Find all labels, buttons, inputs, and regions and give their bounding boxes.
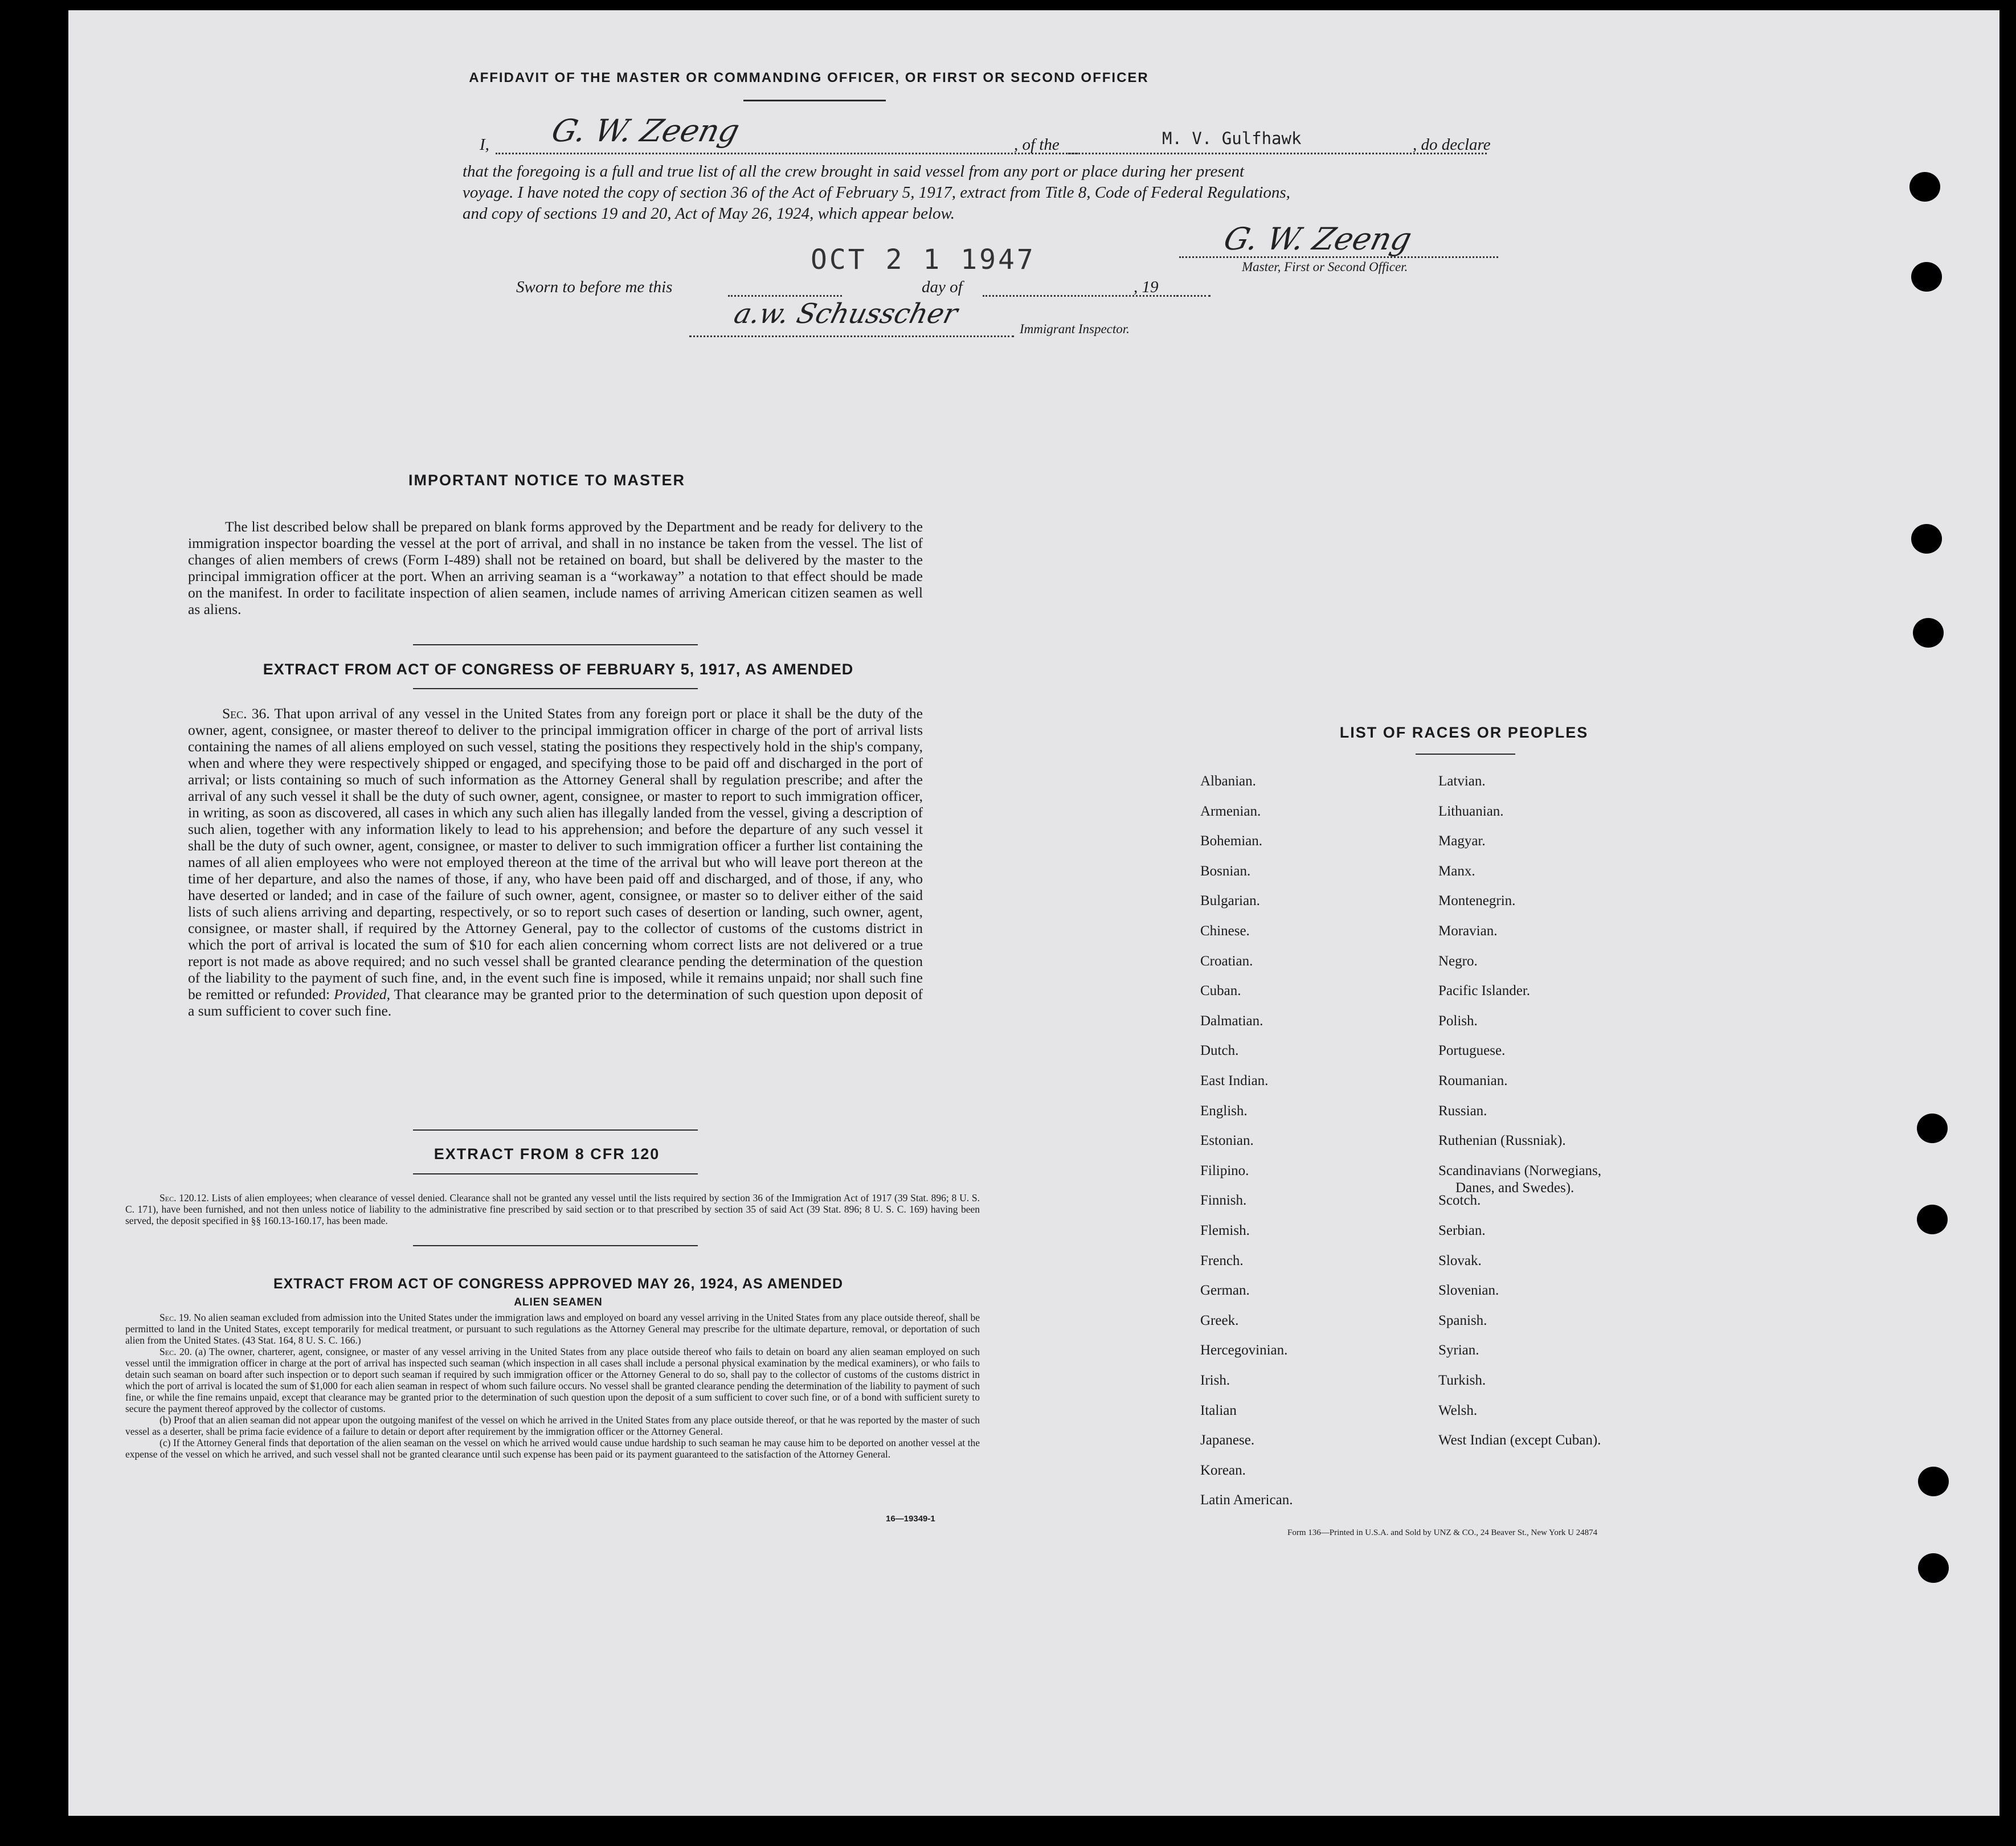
binder-hole (1911, 524, 1942, 554)
race-item: Korean. (1200, 1462, 1246, 1478)
race-item: Greek. (1200, 1312, 1239, 1328)
sec-20a-paragraph (125, 1346, 980, 1414)
race-item: Japanese. (1200, 1432, 1255, 1448)
inspector-signature: a.w. Schusscher (731, 298, 961, 330)
affidavit-title: AFFIDAVIT OF THE MASTER OR COMMANDING OFFICER, OR FIRST OR SECOND OFFICER (469, 70, 1149, 85)
statement-line-2: voyage. I have noted the copy of section 36 of the Act of February 5, 1917, extract from Title 8, Code of Federal Regulations, (463, 183, 1290, 202)
sec-20b-paragraph: (b) Proof that an alien seaman did not appear upon the outgoing manifest of the vessel on which he arrived in the United States from any place outside thereof, or that he was reported by the master of such vessel as a deserter, shall be prima facie evidence of a failure to detain or deport after requirement by the immigration officer or the Attorney General. (125, 1414, 980, 1437)
race-item: Roumanian. (1438, 1073, 1508, 1088)
race-item: Pacific Islander. (1438, 983, 1531, 999)
master-signature: G. W. Zeeng (1220, 221, 1416, 257)
extract-1924-text (125, 1312, 980, 1460)
sec-20c-paragraph: (c) If the Attorney General finds that deportation of the alien seaman on the vessel on which he arrived would cause undue hardship to such seaman he may cause him to be deported on another vessel at the expense of the vessel on which he arrived, and such vessel shall not be granted clearance until such expense has been paid or its payment guaranteed to the satisfaction of the Attorney General. (125, 1437, 980, 1460)
race-item: Bohemian. (1200, 833, 1263, 849)
sec-label: Sec. 36. (222, 705, 270, 722)
sworn-day-line (728, 279, 842, 297)
day-of-label: day of (922, 278, 963, 296)
cfr-sec-label: Sec. 120.12. (160, 1192, 209, 1204)
race-item: Slovenian. (1438, 1283, 1499, 1299)
of-the-label: , of the (1014, 136, 1060, 154)
binder-hole (1909, 172, 1940, 202)
sec-36-text: That upon arrival of any vessel in the United States from any foreign port or place it shall be the duty of the owner, agent, consignee, or master thereof to deliver to the principal immigration officer in charge of the port of arrival lists containing the names of all aliens employed on such vessel, stating the positions they respectively hold in the ship's company, when and where they were respectively shipped or engaged, and specifying those to be paid off and discharged in the port of arrival; or lists containing so much of such information as the Attorney General shall by regulation prescribe; and after the arrival of any such vessel it shall be the duty of such owner, agent, consignee, or master to report to such immigration officer, in writing, as soon as discovered, all cases in which any such alien has illegally landed from the vessel, giving a description of such alien, together with any information likely to lead to his apprehension; and before the departure of any such vessel it shall be the duty of such owner, agent, consignee, or master to deliver to such immigration officer a further list containing the names of all alien employees who were not employed thereon at the time of the arrival but who will leave port thereon at the time of her departure, and also the names of those, if any, who have been paid off and discharged, and of those, if any, who have deserted or landed; and in case of the failure of such owner, agent, consignee, or master so to deliver either of the said lists of such aliens arriving and departing, respectively, or so to report such cases of desertion or landing, such owner, agent, consignee, or master shall, if required by the Attorney General, pay to the collector of customs of the customs district in which the port of arrival is located the sum of $10 for each alien concerning whom correct lists are not delivered or a true report is not made as above required; and no such vessel shall be granted clearance pending the determination of the question of the liability to the payment of such fine, and, in the event such fine is imposed, while it remains unpaid; nor shall such fine be remitted or refunded: (188, 705, 923, 1002)
notice-title: IMPORTANT NOTICE TO MASTER (408, 472, 685, 489)
race-item: French. (1200, 1253, 1244, 1268)
sec-36-text-end: That clearance may be granted prior to the determination of such question upon deposit of a sum sufficient to cover such fine. (188, 986, 923, 1019)
race-item: Welsh. (1438, 1402, 1478, 1418)
race-item: Moravian. (1438, 923, 1498, 939)
race-item: Serbian. (1438, 1223, 1486, 1238)
race-item: Chinese. (1200, 923, 1250, 939)
race-item: Armenian. (1200, 803, 1261, 819)
race-item: Spanish. (1438, 1312, 1487, 1328)
provided-word: Provided, (334, 986, 391, 1002)
document-page (68, 10, 1999, 1816)
cfr-sec-text: Lists of alien employees; when clearance of vessel denied. Clearance shall not be granted any vessel until the lists required by section 36 of the Immigration Act of 1917 (39 Stat. 896; 8 U. S. C. 171), have been furnished, and not then unless notice of liability to the administrative fine prescribed by said section or to that prescribed by section 35 of said Act (39 Stat. 896; 8 U. S. C. 169) having been served, the deposit specified in §§ 160.13-160.17, has been made. (125, 1192, 980, 1226)
race-item: Dutch. (1200, 1043, 1239, 1059)
race-item: Polish. (1438, 1013, 1478, 1029)
extract-1924-title: EXTRACT FROM ACT OF CONGRESS APPROVED MAY 26, 1924, AS AMENDED (273, 1276, 844, 1292)
race-item: Turkish. (1438, 1373, 1486, 1388)
race-item: Negro. (1438, 953, 1478, 969)
divider (413, 1245, 698, 1246)
vessel-name: M. V. Gulfhawk (1162, 129, 1302, 148)
sec-20-label: Sec. 20. (160, 1346, 192, 1357)
race-item: Portuguese. (1438, 1043, 1506, 1059)
extract-cfr-text (125, 1192, 980, 1226)
binder-hole (1918, 1553, 1949, 1583)
month-line (983, 279, 1199, 297)
extract-1917-text (188, 705, 923, 1019)
race-item: Filipino. (1200, 1163, 1249, 1178)
race-item: Albanian. (1200, 773, 1256, 789)
race-item: Syrian. (1438, 1342, 1479, 1358)
form-code: 16—19349-1 (886, 1514, 935, 1524)
race-item: Bosnian. (1200, 863, 1251, 879)
statement-line-3: and copy of sections 19 and 20, Act of May 26, 1924, which appear below. (463, 204, 955, 223)
extract-1924-subtitle: ALIEN SEAMEN (514, 1296, 603, 1308)
races-divider (1416, 754, 1515, 755)
binder-hole (1913, 618, 1944, 648)
sec-19-text: No alien seaman excluded from admission into the United States under the immigration laws and employed on board any vessel arriving in the United States from any place outside thereof, shall be permitted to land in the United States, except temporarily for medical treatment, or pursuant to such regulations as the Attorney General may prescribe for the ultimate departure, removal, or deportation of such alien from the United States. (43 Stat. 164, 8 U. S. C. 166.) (125, 1312, 980, 1346)
race-item: Flemish. (1200, 1223, 1250, 1238)
race-item: Lithuanian. (1438, 803, 1504, 819)
inspector-label: Immigrant Inspector. (1020, 322, 1130, 336)
races-title: LIST OF RACES OR PEOPLES (1339, 724, 1589, 741)
sworn-label: Sworn to before me this (516, 278, 673, 296)
binder-hole (1918, 1467, 1949, 1496)
master-label: Master, First or Second Officer. (1242, 260, 1408, 274)
race-item: Finnish. (1200, 1193, 1247, 1209)
race-item: Montenegrin. (1438, 893, 1516, 909)
race-item: Danes, and Swedes). (1455, 1180, 1575, 1196)
race-item: Slovak. (1438, 1253, 1482, 1268)
extract-1917-title: EXTRACT FROM ACT OF CONGRESS OF FEBRUARY 5, 1917, AS AMENDED (263, 661, 854, 678)
race-item: Latvian. (1438, 773, 1486, 789)
extract-cfr-title: EXTRACT FROM 8 CFR 120 (434, 1145, 660, 1163)
divider (413, 644, 698, 645)
race-item: Scandinavians (Norwegians, (1438, 1163, 1602, 1178)
race-item: Dalmatian. (1200, 1013, 1263, 1029)
binder-hole (1917, 1114, 1948, 1143)
race-item: Ruthenian (Russniak). (1438, 1133, 1566, 1149)
race-item: Magyar. (1438, 833, 1486, 849)
sec-19-paragraph (125, 1312, 980, 1346)
sec-19-label: Sec. 19. (160, 1312, 191, 1323)
divider (413, 688, 698, 689)
year-label: , 19 (1134, 278, 1159, 296)
race-item: Italian (1200, 1402, 1237, 1418)
divider (413, 1129, 698, 1131)
race-item: Estonian. (1200, 1133, 1254, 1149)
race-item: Cuban. (1200, 983, 1241, 999)
race-item: Irish. (1200, 1373, 1230, 1388)
binder-hole (1917, 1205, 1948, 1234)
race-item: Croatian. (1200, 953, 1253, 969)
race-item: Latin American. (1200, 1492, 1293, 1508)
date-stamp: OCT 2 1 1947 (811, 244, 1036, 276)
binder-hole (1911, 262, 1942, 292)
race-item: Scotch. (1438, 1193, 1481, 1209)
race-item: English. (1200, 1103, 1248, 1119)
statement-line-1: that the foregoing is a full and true list of all the crew brought in said vessel from any port or place during her present (463, 162, 1245, 181)
officer-signature: G. W. Zeeng (548, 113, 743, 149)
race-item: Russian. (1438, 1103, 1487, 1119)
year-line (1176, 279, 1211, 297)
do-declare-label: , do declare (1413, 136, 1491, 154)
title-divider (743, 100, 886, 101)
race-item: East Indian. (1200, 1073, 1269, 1088)
race-item: German. (1200, 1283, 1250, 1299)
race-item: Hercegovinian. (1200, 1342, 1288, 1358)
notice-text: The list described below shall be prepared on blank forms approved by the Department and be ready for delivery to the immigration inspector boarding the vessel at the port of arrival, and shall in no instance be taken from the vessel. The list of changes of alien members of crews (Form I-489) shall not be retained on board, but shall be delivered by the master to the principal immigration officer at the port. When an arriving seaman is a “workaway” a notation to that effect should be made on the manifest. In order to facilitate inspection of alien seamen, include names of arriving American citizen seamen as well as aliens. (188, 518, 923, 617)
prefix-i: I, (480, 136, 489, 154)
race-item: Manx. (1438, 863, 1475, 879)
footer-print-line: Form 136—Printed in U.S.A. and Sold by UNZ & CO., 24 Beaver St., New York U 24874 (1287, 1528, 1598, 1537)
affidavit-statement (463, 161, 1596, 224)
divider (413, 1173, 698, 1174)
race-item: West Indian (except Cuban). (1438, 1432, 1601, 1448)
sec-20a-text: (a) The owner, charterer, agent, consignee, or master of any vessel arriving in the United States from any place outside thereof who fails to detain on board any alien seaman employed on such vessel until the immigration officer in charge at the port of arrival has inspected such seaman (which inspection in all cases shall include a personal physical examination by the medical examiners), or who fails to detain such seaman on board after such inspection or to deport such seaman if required by such immigration officer or the Attorney General to do so, shall pay to the collector of customs of the customs district in which the port of arrival is located the sum of $1,000 for each alien seaman in respect of whom such failure occurs. No vessel shall be granted clearance pending the determination of the liability to payment of such fine, or while the fine remains unpaid, except that clearance may be granted prior to the determination of such question upon the deposit of a sum sufficient to cover such fine, or of a bond with sufficient surety to secure the payment thereof approved by the collector of customs. (125, 1346, 980, 1414)
race-item: Bulgarian. (1200, 893, 1260, 909)
